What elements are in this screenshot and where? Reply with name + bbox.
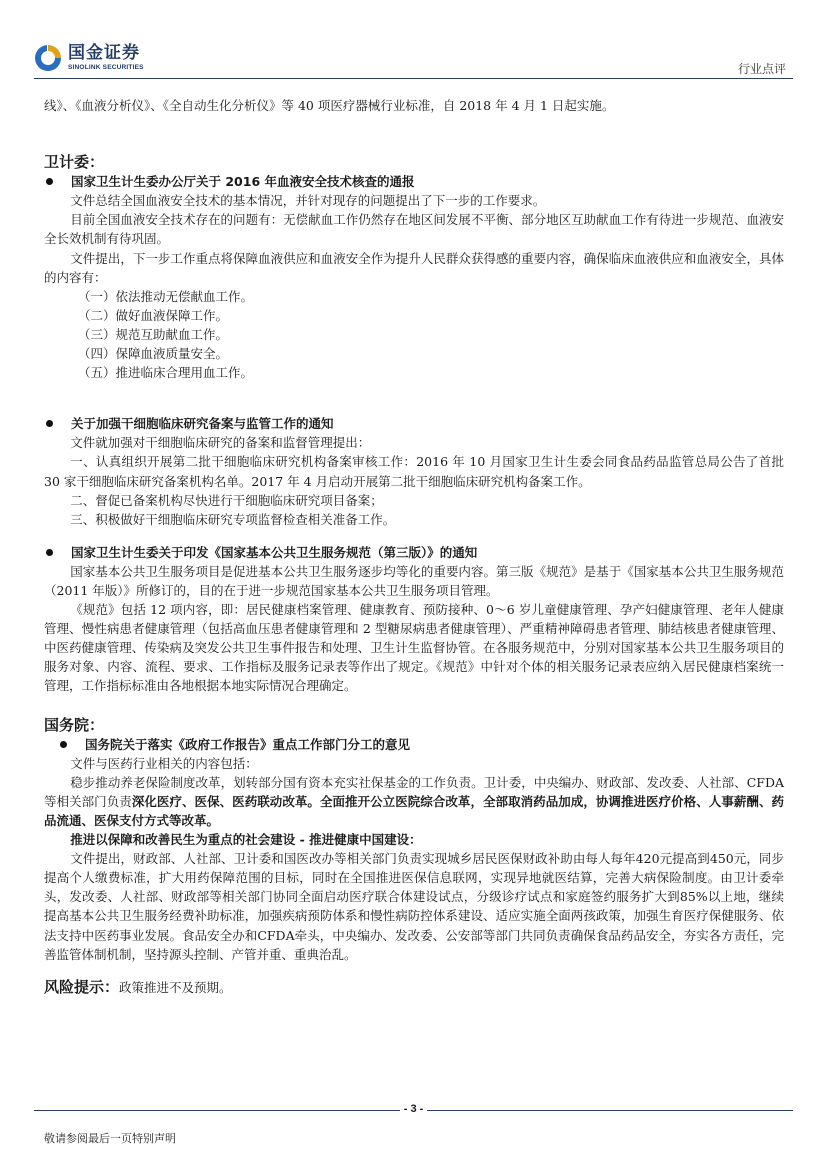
intro-line: 线》、《血液分析仪》、《全自动生化分析仪》等 40 项医疗器械行业标准，自 2018 年 4 月 1 日起实施。: [44, 98, 615, 113]
bullet-icon: [60, 741, 67, 748]
logo-cn-text: 国金证券: [68, 42, 140, 63]
bullet-icon: [46, 420, 53, 427]
subheading: 推进以保障和改善民生为重点的社会建设 - 推进健康中国建设：: [70, 832, 422, 848]
report-type-label: 行业点评: [737, 62, 786, 76]
list-item: （二）做好血液保障工作。: [78, 307, 229, 323]
bullet-icon: [46, 549, 53, 556]
page-number: - 3 -: [400, 1103, 428, 1115]
section-title-wjw: 卫计委：: [44, 153, 105, 172]
bullet-heading: [44, 735, 784, 754]
document-body: [44, 96, 784, 997]
bullet-heading-text: 国家卫生计生委办公厅关于 2016 年血液安全技术核查的通报: [71, 174, 415, 190]
paragraph: 一、认真组织开展第二批干细胞临床研究机构备案审核工作：2016 年 10 月国家卫生计生委会同食品药品监管总局公告了首批 30 家干细胞临床研究备案机构名单。2017 年 4 月启动开展第二批干细胞临床研究机构备案工作。: [44, 454, 784, 489]
paragraph: 文件提出，财政部、人社部、卫计委和国医改办等相关部门负责实现城乡居民医保财政补助由每人每年420元提高到450元，同步提高个人缴费标准，扩大用药保障范围的目标，同时在全国推进医保信息联网，实现异地就医结算，完善大病保险制度。由卫计委牵头，发改委、人社部、财政部等相关部门协同全面启动医疗联合体建设试点，分级诊疗试点和家庭签约服务扩大到85%以上地，继续提高基本公共卫生服务经费补助标准，加强疾病预防体系和慢性病防控体系建设、适应实施全面两孩政策，加强生育医疗保健服务、依法支持中医药事业发展。食品安全办和CFDA牵头，中央编办、发改委、公安部等部门共同负责确保食品药品安全，夯实各方责任，完善监管体制机制，坚持源头控制、产管并重、重典治乱。: [44, 851, 784, 962]
bullet-heading: [44, 543, 784, 562]
paragraph: 文件与医药行业相关的内容包括：: [70, 755, 258, 771]
sinolink-logo-icon: [34, 44, 62, 72]
section-title-gwy: 国务院：: [44, 715, 105, 734]
bullet-heading-text: 国家卫生计生委关于印发《国家基本公共卫生服务规范（第三版）》的通知: [71, 544, 478, 560]
bullet-heading: [44, 414, 784, 433]
logo-en-text: SINOLINK SECURITIES: [68, 63, 144, 71]
paragraph: 文件提出，下一步工作重点将保障血液供应和血液安全作为提升人民群众获得感的重要内容，确保临床血液供应和血液安全，具体的内容有：: [44, 250, 784, 285]
footer-disclaimer: 敬请参阅最后一页特别声明: [44, 1132, 176, 1145]
list-item: （三）规范互助献血工作。: [78, 326, 229, 342]
paragraph: 三、积极做好干细胞临床研究专项监督检查相关准备工作。: [70, 511, 396, 527]
paragraph-text: 稳步推动养老保险制度改革，划转部分国有资本充实社保基金的工作负责。卫计委，中央编办、财政部、发改委、人社部、CFDA等相关部门负责: [44, 774, 784, 809]
paragraph: [44, 773, 784, 830]
bullet-heading-text: 关于加强干细胞临床研究备案与监管工作的通知: [71, 416, 334, 432]
page-number-wrap: [0, 1103, 827, 1122]
paragraph: 二、督促已备案机构尽快进行干细胞临床研究项目备案；: [70, 492, 383, 508]
paragraph: 文件总结全国血液安全技术的基本情况，并针对现存的问题提出了下一步的工作要求。: [70, 193, 546, 209]
bullet-icon: [46, 178, 53, 185]
list-item: （五）推进临床合理用血工作。: [78, 365, 254, 381]
header-divider: [34, 78, 793, 79]
risk-line: [44, 978, 784, 997]
risk-label: 风险提示：: [44, 977, 120, 996]
paragraph: 目前全国血液安全技术存在的问题有：无偿献血工作仍然存在地区间发展不平衡、部分地区互助献血工作有待进一步规范、血液安全长效机制有待巩固。: [44, 212, 784, 247]
bullet-heading: [44, 172, 784, 191]
paragraph: 国家基本公共卫生服务项目是促进基本公共卫生服务逐步均等化的重要内容。第三版《规范》是基于《国家基本公共卫生服务规范（2011 年版）》所修订的，目的在于进一步规范国家基本公共卫生服务项目管理。: [44, 563, 784, 598]
paragraph: 《规范》包括 12 项内容，即：居民健康档案管理、健康教育、预防接种、0～6 岁儿童健康管理、孕产妇健康管理、老年人健康管理、慢性病患者健康管理（包括高血压患者健康管理和 2 型糖尿病患者健康管理）、严重精神障碍患者管理、肺结核患者健康管理、中医药健康管理、传染病及突发公共卫生事件报告和处理、卫生计生监督协管。在各服务规范中，分别对国家基本公共卫生服务项目的服务对象、内容、流程、要求、工作指标及服务记录表等作出了规定。《规范》中针对个体的相关服务记录表应纳入居民健康档案统一管理，工作指标标准由各地根据本地实际情况合理确定。: [44, 602, 784, 694]
paragraph-bold-text: 深化医疗、医保、医药联动改革。全面推开公立医院综合改革，全部取消药品加成，协调推进医疗价格、人事薪酬、药品流通、医保支付方式等改革。: [44, 793, 784, 828]
company-logo: [34, 44, 144, 72]
list-item: （一）依法推动无偿献血工作。: [78, 288, 254, 304]
risk-text: 政策推进不及预期。: [119, 979, 232, 995]
bullet-heading-text: 国务院关于落实《政府工作报告》重点工作部门分工的意见: [85, 736, 411, 752]
paragraph: 文件就加强对干细胞临床研究的备案和监督管理提出：: [70, 435, 371, 451]
list-item: （四）保障血液质量安全。: [78, 346, 229, 362]
